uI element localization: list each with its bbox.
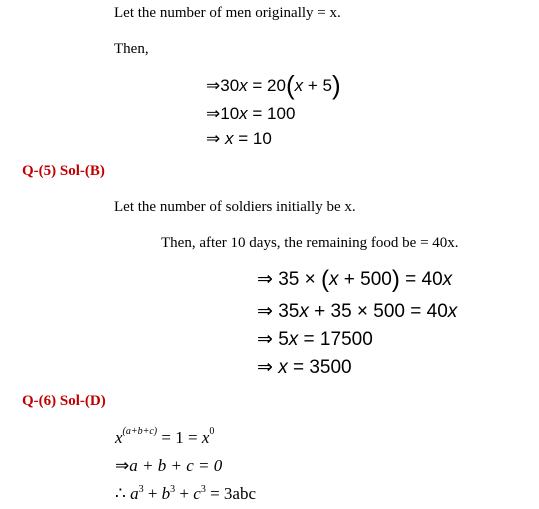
q5-heading: Q-(5) Sol-(B) — [22, 163, 105, 179]
q4-equation-2: ⇒10x = 100 — [206, 104, 296, 124]
q5-text-line2: Then, after 10 days, the remaining food be = 40x. — [161, 235, 459, 251]
therefore-symbol: ∴ — [115, 484, 126, 503]
q5-equation-4: ⇒ x = 3500 — [257, 356, 352, 378]
q5-equation-2: ⇒ 35x + 35 × 500 = 40x — [257, 300, 458, 322]
q4-text-line2: Then, — [114, 41, 149, 57]
q5-text-line1: Let the number of soldiers initially be x. — [114, 199, 356, 215]
implies-symbol: ⇒ — [206, 129, 221, 149]
q4-equation-3: ⇒ x = 10 — [206, 129, 272, 149]
q6-equation-2: ⇒a + b + c = 0 — [115, 456, 223, 476]
implies-symbol: ⇒ — [257, 300, 273, 322]
implies-symbol: ⇒ — [206, 76, 221, 96]
q4-equation-1: ⇒30x = 20(x + 5) — [206, 70, 341, 100]
q6-equation-1: $x^{(a+b+c)} = 1 = x^0$ — [115, 426, 215, 447]
q6-equation-3: ∴ $a^3 + b^3 + c^3 = 3abc$ — [115, 484, 256, 503]
implies-symbol: ⇒ — [257, 268, 273, 290]
q6-heading: Q-(6) Sol-(D) — [22, 393, 106, 409]
q5-equation-1: ⇒ 35 × (x + 500) = 40x — [257, 266, 453, 293]
implies-symbol: ⇒ — [257, 356, 273, 378]
q5-equation-3: ⇒ 5x = 17500 — [257, 328, 373, 350]
implies-symbol: ⇒ — [257, 328, 273, 350]
implies-symbol: ⇒ — [206, 104, 221, 124]
q4-text-line1: Let the number of men originally = x. — [114, 5, 341, 21]
implies-symbol: ⇒ — [115, 456, 130, 476]
